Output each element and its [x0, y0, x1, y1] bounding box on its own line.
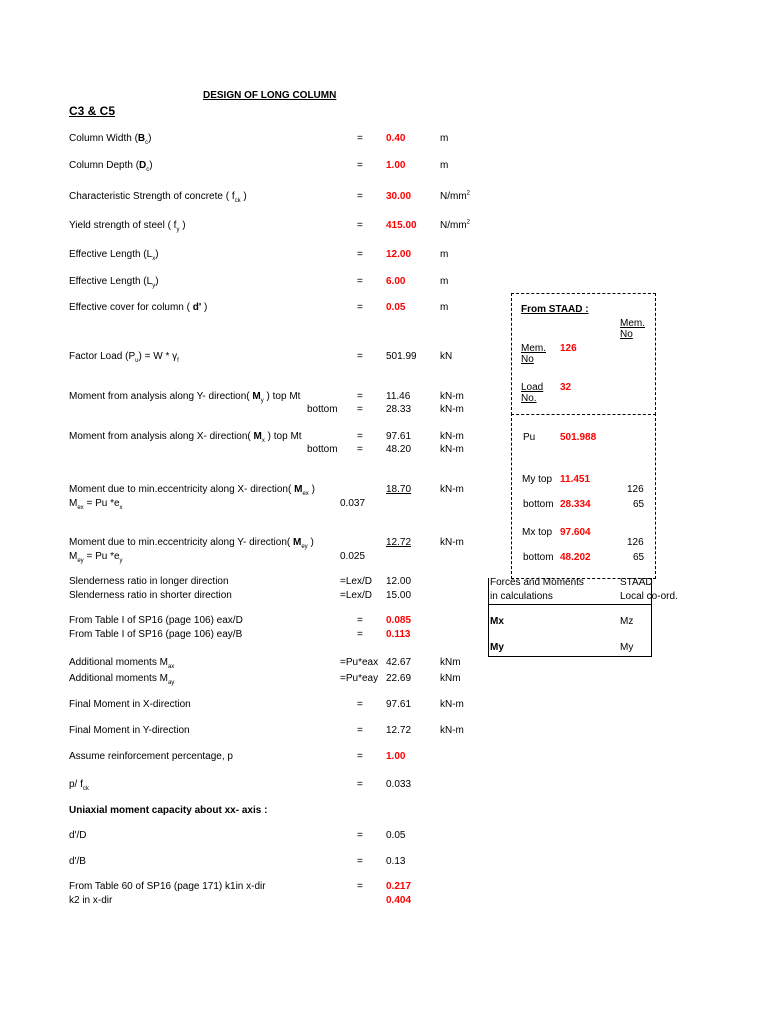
staad-mem-header-2: No	[620, 329, 633, 340]
reinforcement-label: Assume reinforcement percentage, p	[69, 751, 233, 762]
additional-moment-x-eq: =Pu*eax	[340, 657, 379, 668]
fy-label: Yield strength of steel ( $f_y$ )	[69, 220, 186, 233]
final-moment-y-value: 12.72	[386, 725, 412, 736]
forces-row1-right: Mz	[620, 616, 634, 627]
staad-mem-value: 126	[560, 343, 577, 354]
moment-y-bottom-eq: =	[357, 404, 363, 415]
effective-length-x-eq: =	[357, 249, 363, 260]
staad-my-bottom-value: 28.334	[560, 499, 591, 510]
slenderness-longer-eq: =Lex/D	[340, 576, 372, 587]
k1-eq: =	[357, 881, 363, 892]
k2-value: 0.404	[386, 895, 412, 906]
staad-mem-label-1: Mem.	[521, 343, 546, 354]
factor-load-value: 501.99	[386, 351, 417, 362]
staad-my-top-value: 11.451	[560, 474, 591, 485]
fck-unit: $N/mm^2$	[440, 190, 471, 202]
moment-y-bottom-unit: kN-m	[440, 404, 464, 415]
final-moment-x-eq: =	[357, 699, 363, 710]
eay-label: From Table I of SP16 (page 106) eay/B	[69, 629, 243, 640]
forces-header-4: Local co-ord.	[620, 591, 678, 602]
final-moment-y-eq: =	[357, 725, 363, 736]
slenderness-shorter-label: Slenderness ratio in shorter direction	[69, 590, 232, 601]
forces-header-1: Forces and Moments	[490, 577, 584, 588]
effective-length-y-eq: =	[357, 276, 363, 287]
effective-length-x-label: Effective Length $(L_x)$	[69, 249, 159, 262]
p-fck-eq: =	[357, 779, 363, 790]
staad-load-label-1: Load	[521, 382, 544, 393]
slenderness-longer-label: Slenderness ratio in longer direction	[69, 576, 229, 587]
k1-value: 0.217	[386, 881, 412, 892]
min-ecc-x-value: 18.70	[386, 484, 412, 495]
staad-load-label-2: No.	[521, 393, 537, 404]
staad-mx-top-value: 97.604	[560, 527, 591, 538]
slenderness-shorter-eq: =Lex/D	[340, 590, 372, 601]
forces-row2-right: My	[620, 642, 634, 653]
additional-moment-x-value: 42.67	[386, 657, 412, 668]
column-width-label: Column Width $(B_c)$	[69, 133, 152, 146]
uniaxial-heading: Uniaxial moment capacity about xx- axis :	[69, 805, 268, 816]
min-ecc-x-ecc: 0.037	[340, 498, 366, 509]
p-fck-value: 0.033	[386, 779, 412, 790]
k2-label: k2 in x-dir	[69, 895, 113, 906]
forces-header-2: in calculations	[490, 591, 553, 602]
min-ecc-y-label: Moment due to min.eccentricity along Y- direction( $M_{ey}$ )	[69, 537, 314, 550]
slenderness-longer-value: 12.00	[386, 576, 412, 587]
fck-label: Characteristic Strength of concrete ( $f_{ck}$ )	[69, 191, 247, 204]
moment-y-top-unit: kN-m	[440, 391, 464, 402]
reinforcement-value: 1.00	[386, 751, 406, 762]
moment-x-bottom-label: bottom	[307, 444, 338, 455]
d-over-B-eq: =	[357, 856, 363, 867]
forces-header-3: STAAD	[620, 577, 653, 588]
column-depth-value: 1.00	[386, 160, 406, 171]
d-over-B-value: 0.13	[386, 856, 406, 867]
eax-value: 0.085	[386, 615, 412, 626]
staad-mem-label-2: No	[521, 354, 534, 365]
eay-eq: =	[357, 629, 363, 640]
staad-load-value: 32	[560, 382, 572, 393]
moment-y-eq: =	[357, 391, 363, 402]
fy-eq: =	[357, 220, 363, 231]
final-moment-x-label: Final Moment in X-direction	[69, 699, 191, 710]
additional-moment-x-label: Additional moments $M_{ax}$	[69, 657, 175, 670]
staad-pu-value: 501.988	[560, 432, 597, 443]
column-depth-eq: =	[357, 160, 363, 171]
min-ecc-y-value: 12.72	[386, 537, 412, 548]
moment-x-top-unit: kN-m	[440, 431, 464, 442]
slenderness-shorter-value: 15.00	[386, 590, 412, 601]
min-ecc-y-unit: kN-m	[440, 537, 464, 548]
additional-moment-y-label: Additional moments $M_{ay}$	[69, 673, 175, 686]
forces-row1-left: Mx	[490, 616, 504, 627]
eay-value: 0.113	[386, 629, 411, 640]
eax-eq: =	[357, 615, 363, 626]
min-ecc-y-ecc: 0.025	[340, 551, 366, 562]
moment-y-label: Moment from analysis along Y- direction( $M_y$ ) top Mt	[69, 391, 301, 404]
k1-label: From Table 60 of SP16 (page 171) k1in x-dir	[69, 881, 266, 892]
factor-load-unit: kN	[440, 351, 453, 362]
effective-length-x-unit: m	[440, 249, 449, 260]
p-fck-label: p/ $f_{ck}$	[69, 779, 89, 792]
forces-row2-left: My	[490, 642, 504, 653]
effective-cover-label: Effective cover for column ( d' )	[69, 302, 208, 313]
min-ecc-x-formula: $M_{ex} = Pu$ $*e_x$	[69, 498, 123, 511]
staad-my-bottom-mem: 65	[633, 499, 645, 510]
reinforcement-eq: =	[357, 751, 363, 762]
staad-pu-label: Pu	[523, 432, 536, 443]
moment-x-bottom-unit: kN-m	[440, 444, 464, 455]
moment-x-bottom-eq: =	[357, 444, 363, 455]
factor-load-label: Factor Load $(P_u) = W * \gamma_f$	[69, 351, 179, 364]
d-over-D-value: 0.05	[386, 830, 406, 841]
column-width-unit: m	[440, 133, 449, 144]
fy-unit: $N/mm^2$	[440, 219, 471, 231]
fck-eq: =	[357, 191, 363, 202]
d-over-D-label: d'/D	[69, 830, 87, 841]
fy-value: 415.00	[386, 220, 417, 231]
effective-cover-eq: =	[357, 302, 363, 313]
staad-mx-bottom-label: bottom	[523, 552, 554, 563]
additional-moment-y-unit: kNm	[440, 673, 461, 684]
page-title: DESIGN OF LONG COLUMN	[203, 90, 337, 101]
final-moment-y-unit: kN-m	[440, 725, 464, 736]
moment-x-bottom-value: 48.20	[386, 444, 412, 455]
factor-load-eq: =	[357, 351, 363, 362]
forces-table-divider	[488, 604, 651, 605]
moment-y-top-value: 11.46	[386, 391, 411, 402]
fck-value: 30.00	[386, 191, 412, 202]
staad-heading: From STAAD :	[521, 304, 589, 315]
staad-mx-top-label: Mx top	[522, 527, 553, 538]
column-width-eq: =	[357, 133, 363, 144]
moment-y-bottom-label: bottom	[307, 404, 338, 415]
effective-cover-value: 0.05	[386, 302, 406, 313]
min-ecc-x-label: Moment due to min.eccentricity along X- direction( $M_{ex}$ )	[69, 484, 315, 497]
moment-x-eq: =	[357, 431, 363, 442]
d-over-B-label: d'/B	[69, 856, 86, 867]
eax-label: From Table I of SP16 (page 106) eax/D	[69, 615, 243, 626]
staad-mx-top-mem: 126	[627, 537, 644, 548]
effective-length-y-value: 6.00	[386, 276, 406, 287]
effective-length-x-value: 12.00	[386, 249, 412, 260]
moment-x-top-value: 97.61	[386, 431, 412, 442]
column-depth-unit: m	[440, 160, 449, 171]
staad-my-top-mem: 126	[627, 484, 644, 495]
staad-my-bottom-label: bottom	[523, 499, 554, 510]
min-ecc-x-unit: kN-m	[440, 484, 464, 495]
staad-mx-bottom-value: 48.202	[560, 552, 591, 563]
additional-moment-x-unit: kNm	[440, 657, 461, 668]
final-moment-x-unit: kN-m	[440, 699, 464, 710]
additional-moment-y-eq: =Pu*eay	[340, 673, 379, 684]
effective-length-y-unit: m	[440, 276, 449, 287]
staad-mx-bottom-mem: 65	[633, 552, 645, 563]
final-moment-y-label: Final Moment in Y-direction	[69, 725, 190, 736]
staad-mem-header-1: Mem.	[620, 318, 645, 329]
d-over-D-eq: =	[357, 830, 363, 841]
effective-cover-unit: m	[440, 302, 449, 313]
moment-x-label: Moment from analysis along X- direction( $M_x$ ) top Mt	[69, 431, 302, 444]
staad-my-top-label: My top	[522, 474, 553, 485]
page-subtitle: C3 & C5	[69, 104, 116, 118]
min-ecc-y-formula: $M_{ey} = Pu$ $*e_y$	[69, 551, 123, 564]
column-depth-label: Column Depth $(D_c)$	[69, 160, 153, 173]
final-moment-x-value: 97.61	[386, 699, 412, 710]
column-width-value: 0.40	[386, 133, 406, 144]
additional-moment-y-value: 22.69	[386, 673, 412, 684]
moment-y-bottom-value: 28.33	[386, 404, 412, 415]
effective-length-y-label: Effective Length $(L_y)$	[69, 276, 159, 289]
